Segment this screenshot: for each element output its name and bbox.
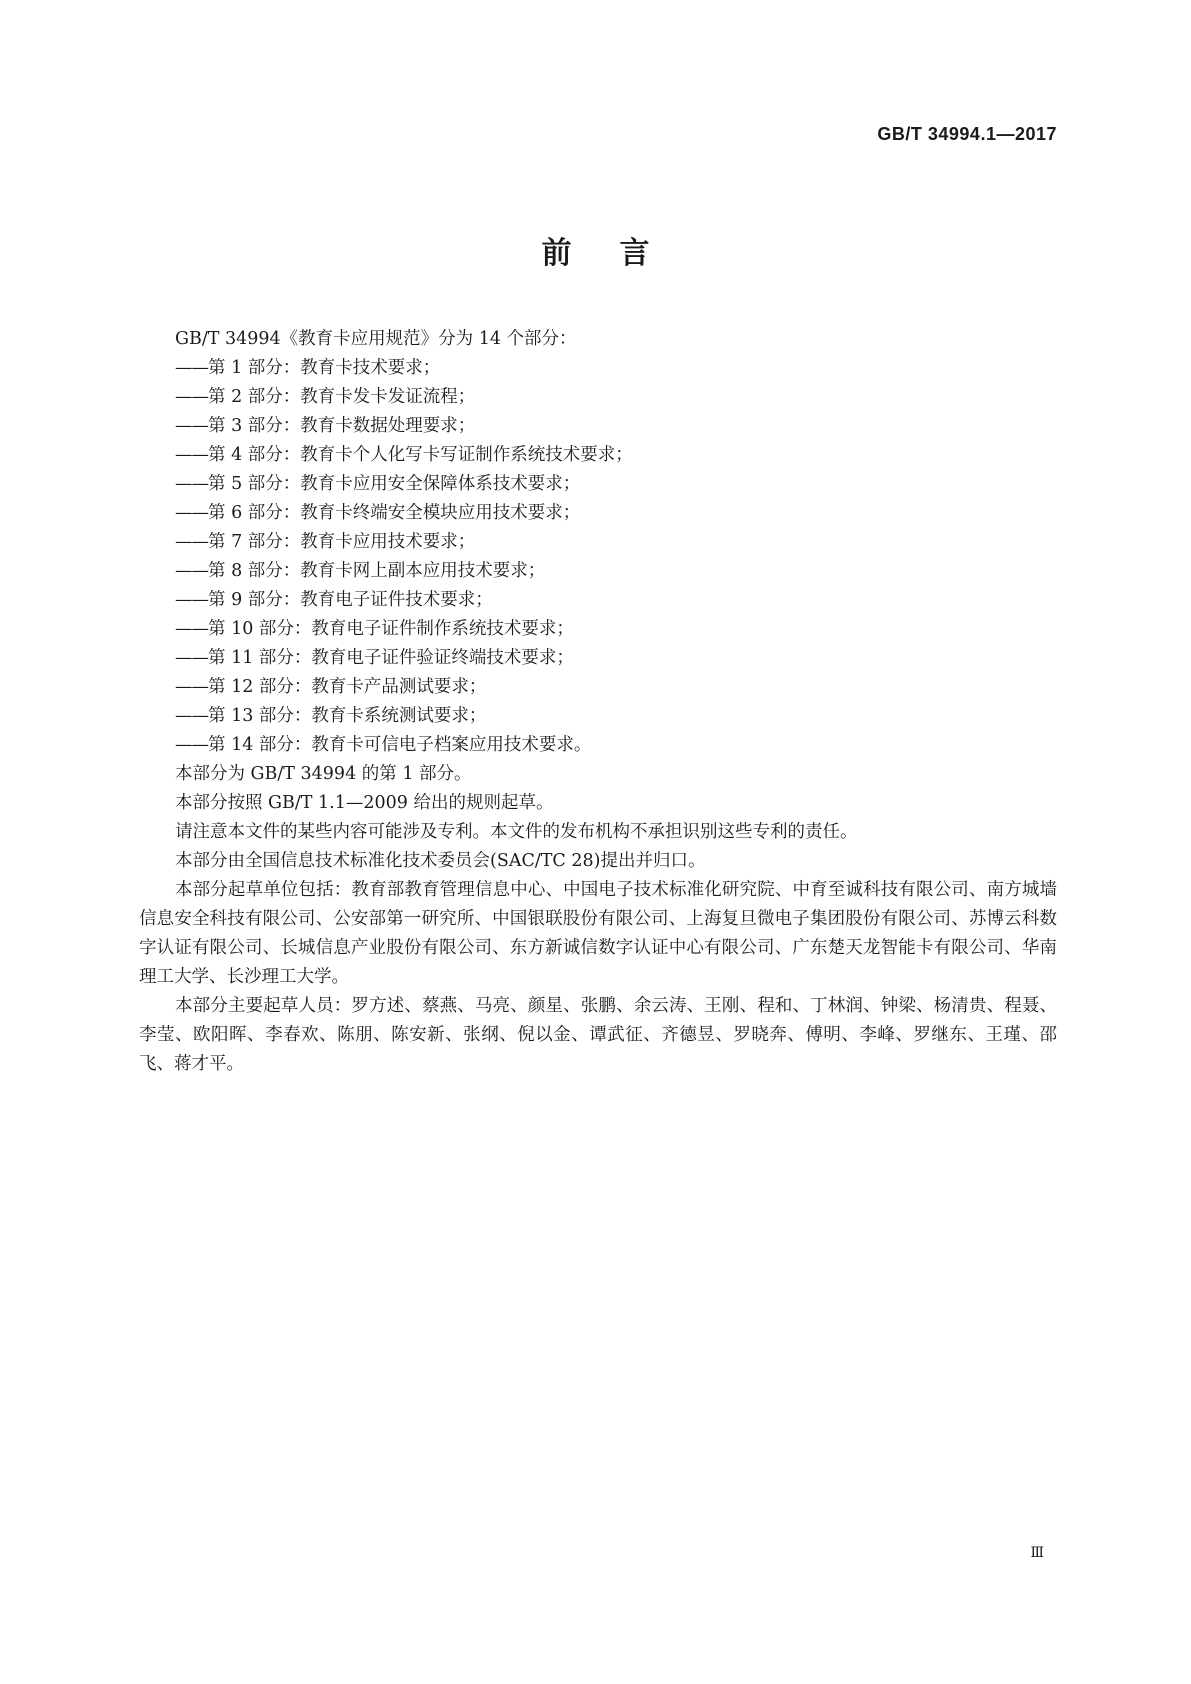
parts-list (139, 354, 1057, 760)
part-statement-paragraph: 本部分为 GB/T 34994 的第 1 部分。 (175, 764, 472, 784)
list-item (139, 354, 1057, 383)
list-item (139, 499, 1057, 528)
part-text: 第 5 部分：教育卡应用安全保障体系技术要求； (208, 474, 581, 494)
list-item (139, 702, 1057, 731)
list-item (139, 383, 1057, 412)
page-title: 前言 (541, 236, 698, 271)
dash-marker: —— (175, 532, 208, 552)
part-text: 第 13 部分：教育卡系统测试要求； (208, 706, 487, 726)
patent-notice-paragraph: 请注意本文件的某些内容可能涉及专利。本文件的发布机构不承担识别这些专利的责任。 (175, 822, 858, 842)
part-text: 第 6 部分：教育卡终端安全模块应用技术要求； (208, 503, 581, 523)
part-text: 第 8 部分：教育卡网上副本应用技术要求； (208, 561, 546, 581)
list-item (139, 586, 1057, 615)
dash-marker: —— (175, 445, 208, 465)
part-text: 第 3 部分：教育卡数据处理要求； (208, 416, 476, 436)
list-item (139, 615, 1057, 644)
list-item (139, 441, 1057, 470)
part-text: 第 2 部分：教育卡发卡发证流程； (208, 387, 476, 407)
part-text: 第 14 部分：教育卡可信电子档案应用技术要求。 (208, 735, 592, 755)
dash-marker: —— (175, 474, 208, 494)
proposer-paragraph: 本部分由全国信息技术标准化技术委员会(SAC/TC 28)提出并归口。 (175, 851, 706, 871)
drafters-paragraph: 本部分主要起草人员：罗方述、蔡燕、马亮、颜星、张鹏、余云涛、王刚、程和、丁林润、钟梁、杨清贵、程聂、李莹、欧阳晖、李春欢、陈朋、陈安新、张纲、倪以金、谭武征、齐德昱、罗晓奔、傅明、李峰、罗继东、王瑾、邵飞、蒋才平。 (139, 996, 1057, 1074)
list-item (139, 644, 1057, 673)
intro-paragraph: GB/T 34994《教育卡应用规范》分为 14 个部分： (175, 329, 577, 349)
dash-marker: —— (175, 503, 208, 523)
dash-marker: —— (175, 358, 208, 378)
drafting-rules-paragraph: 本部分按照 GB/T 1.1—2009 给出的规则起草。 (175, 793, 554, 813)
dash-marker: —— (175, 677, 208, 697)
list-item (139, 470, 1057, 499)
list-item (139, 557, 1057, 586)
list-item (139, 412, 1057, 441)
document-body (139, 325, 1057, 1079)
part-text: 第 12 部分：教育卡产品测试要求； (208, 677, 487, 697)
dash-marker: —— (175, 619, 208, 639)
standard-code: GB/T 34994.1—2017 (877, 124, 1057, 144)
page-number: Ⅲ (1030, 1545, 1043, 1561)
part-text: 第 9 部分：教育电子证件技术要求； (208, 590, 493, 610)
part-text: 第 4 部分：教育卡个人化写卡写证制作系统技术要求； (208, 445, 633, 465)
part-text: 第 1 部分：教育卡技术要求； (208, 358, 441, 378)
dash-marker: —— (175, 648, 208, 668)
drafting-units-paragraph: 本部分起草单位包括：教育部教育管理信息中心、中国电子技术标准化研究院、中育至诚科技有限公司、南方城墙信息安全科技有限公司、公安部第一研究所、中国银联股份有限公司、上海复旦微电子集团股份有限公司、苏博云科数字认证有限公司、长城信息产业股份有限公司、东方新诚信数字认证中心有限公司、广东楚天龙智能卡有限公司、华南理工大学、长沙理工大学。 (139, 880, 1057, 987)
list-item (139, 731, 1057, 760)
list-item (139, 673, 1057, 702)
dash-marker: —— (175, 590, 208, 610)
dash-marker: —— (175, 561, 208, 581)
part-text: 第 7 部分：教育卡应用技术要求； (208, 532, 476, 552)
dash-marker: —— (175, 416, 208, 436)
dash-marker: —— (175, 706, 208, 726)
dash-marker: —— (175, 735, 208, 755)
part-text: 第 10 部分：教育电子证件制作系统技术要求； (208, 619, 574, 639)
dash-marker: —— (175, 387, 208, 407)
list-item (139, 528, 1057, 557)
part-text: 第 11 部分：教育电子证件验证终端技术要求； (208, 648, 574, 668)
